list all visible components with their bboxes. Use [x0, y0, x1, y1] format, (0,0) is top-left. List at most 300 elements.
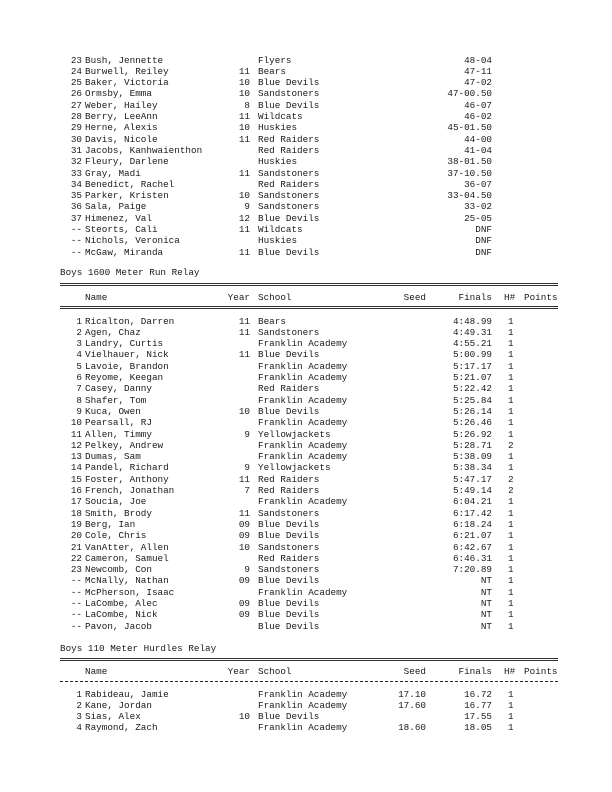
cell-place: 3 — [76, 711, 82, 723]
table-row — [0, 575, 612, 586]
cell-mark: DNF — [475, 246, 492, 258]
table-row — [0, 88, 612, 99]
cell-place: 1 — [76, 688, 82, 700]
cell-finals: 5:26.46 — [452, 417, 492, 429]
cell-finals: 17.55 — [464, 711, 492, 723]
cell-mark: DNF — [475, 235, 492, 247]
cell-heat: 1 — [508, 315, 514, 327]
header-name: Name — [85, 666, 108, 677]
table-row — [0, 77, 612, 88]
cell-finals: 5:38.34 — [452, 462, 492, 474]
cell-place: 14 — [70, 462, 82, 474]
cell-name: Baker, Victoria — [85, 77, 169, 89]
cell-name: Newcomb, Con — [85, 564, 152, 576]
table-row — [0, 406, 612, 417]
cell-name: Kuca, Owen — [85, 405, 141, 417]
cell-name: Lavoie, Brandon — [85, 360, 169, 372]
table-row — [0, 496, 612, 507]
cell-heat: 1 — [508, 711, 514, 723]
cell-name: Foster, Anthony — [85, 473, 169, 485]
cell-school: Bears — [258, 65, 286, 77]
cell-name: Weber, Hailey — [85, 99, 158, 111]
cell-finals: 6:21.07 — [452, 530, 492, 542]
cell-school: Red Raiders — [258, 144, 320, 156]
cell-name: Rabideau, Jamie — [85, 688, 169, 700]
cell-place: 29 — [70, 122, 82, 134]
cell-school: Blue Devils — [258, 598, 320, 609]
cell-year: 11 — [238, 349, 250, 361]
header-heat: H# — [504, 666, 516, 677]
cell-place: 23 — [70, 54, 82, 66]
header-name: Name — [85, 292, 108, 303]
cell-name: Sias, Alex — [85, 711, 141, 723]
cell-name: French, Jonathan — [85, 485, 175, 496]
cell-school: Huskies — [258, 156, 298, 168]
cell-school: Blue Devils — [258, 711, 320, 723]
table-row — [0, 722, 612, 733]
cell-seed: 18.60 — [398, 722, 426, 734]
cell-finals: 7:20.89 — [452, 564, 492, 576]
cell-mark: 44-00 — [464, 133, 492, 145]
cell-heat: 1 — [508, 383, 514, 395]
cell-mark: 25-05 — [464, 212, 492, 224]
cell-year: 11 — [238, 111, 250, 122]
cell-name: Vielhauer, Nick — [85, 349, 169, 361]
cell-name: Davis, Nicole — [85, 133, 158, 145]
cell-place: 18 — [70, 507, 82, 519]
table-row — [0, 361, 612, 372]
cell-place: 9 — [76, 405, 82, 417]
cell-mark: 47-00.50 — [447, 88, 492, 100]
cell-name: Fleury, Darlene — [85, 156, 169, 168]
cell-heat: 1 — [508, 507, 514, 519]
cell-finals: 16.72 — [464, 688, 492, 700]
cell-finals: 6:17.42 — [452, 507, 492, 519]
cell-heat: 2 — [508, 485, 514, 496]
cell-finals: 16.77 — [464, 699, 492, 711]
cell-year: 11 — [238, 133, 250, 145]
cell-school: Wildcats — [258, 111, 303, 122]
table-row — [0, 111, 612, 122]
double-rule — [60, 306, 558, 309]
header-heat: H# — [504, 292, 516, 303]
cell-finals: 6:46.31 — [452, 552, 492, 564]
cell-year: 10 — [238, 77, 250, 89]
cell-school: Franklin Academy — [258, 372, 348, 383]
cell-school: Franklin Academy — [258, 496, 348, 508]
table-row — [0, 134, 612, 145]
cell-heat: 1 — [508, 326, 514, 338]
cell-year: 7 — [244, 485, 250, 496]
cell-place: 26 — [70, 88, 82, 100]
cell-heat: 1 — [508, 609, 514, 621]
header-year: Year — [227, 666, 250, 677]
cell-name: Steorts, Cali — [85, 224, 158, 235]
table-row — [0, 542, 612, 553]
cell-name: Berg, Ian — [85, 518, 136, 530]
cell-place: 28 — [70, 111, 82, 122]
cell-school: Huskies — [258, 122, 298, 134]
cell-heat: 1 — [508, 530, 514, 542]
cell-year: 10 — [238, 122, 250, 134]
cell-heat: 1 — [508, 496, 514, 508]
cell-place: 12 — [70, 439, 82, 451]
cell-heat: 2 — [508, 473, 514, 485]
cell-year: 11 — [238, 224, 250, 235]
cell-name: Soucia, Joe — [85, 496, 147, 508]
cell-place: 8 — [76, 394, 82, 406]
cell-school: Blue Devils — [258, 99, 320, 111]
cell-heat: 1 — [508, 564, 514, 576]
cell-name: Casey, Danny — [85, 383, 152, 395]
table-row — [0, 451, 612, 462]
cell-place: 1 — [76, 315, 82, 327]
double-rule — [60, 658, 558, 661]
cell-place: 32 — [70, 156, 82, 168]
table-row — [0, 383, 612, 394]
cell-place: 5 — [76, 360, 82, 372]
cell-school: Flyers — [258, 54, 292, 66]
cell-name: Pearsall, RJ — [85, 417, 152, 429]
header-seed: Seed — [403, 292, 426, 303]
double-rule — [60, 283, 558, 286]
table-row — [0, 213, 612, 224]
cell-finals: 5:26.14 — [452, 405, 492, 417]
cell-year: 10 — [238, 190, 250, 202]
cell-finals: 5:28.71 — [452, 439, 492, 451]
cell-school: Franklin Academy — [258, 439, 348, 451]
cell-mark: 33-04.50 — [447, 190, 492, 202]
cell-mark: 46-02 — [464, 111, 492, 122]
cell-mark: 33-02 — [464, 201, 492, 213]
cell-school: Franklin Academy — [258, 688, 348, 700]
table-row — [0, 508, 612, 519]
cell-year: 09 — [238, 518, 250, 530]
header-school: School — [258, 292, 292, 303]
cell-name: Pandel, Richard — [85, 462, 169, 474]
cell-place: 30 — [70, 133, 82, 145]
cell-heat: 1 — [508, 451, 514, 463]
cell-name: Bush, Jennette — [85, 54, 164, 66]
cell-place: 36 — [70, 201, 82, 213]
cell-name: Smith, Brody — [85, 507, 152, 519]
cell-heat: 1 — [508, 699, 514, 711]
cell-heat: 1 — [508, 462, 514, 474]
cell-mark: 36-07 — [464, 178, 492, 190]
cell-name: Kane, Jordan — [85, 699, 152, 711]
cell-mark: 45-01.50 — [447, 122, 492, 134]
table-row — [0, 316, 612, 327]
cell-heat: 1 — [508, 688, 514, 700]
cell-heat: 1 — [508, 541, 514, 553]
cell-finals: 5:25.84 — [452, 394, 492, 406]
cell-school: Blue Devils — [258, 609, 320, 621]
cell-place: 6 — [76, 372, 82, 383]
table-row — [0, 168, 612, 179]
cell-school: Franklin Academy — [258, 699, 348, 711]
cell-name: Herne, Alexis — [85, 122, 158, 134]
table-row — [0, 338, 612, 349]
cell-place: 37 — [70, 212, 82, 224]
cell-year: 09 — [238, 598, 250, 609]
cell-name: VanAtter, Allen — [85, 541, 169, 553]
table-row — [0, 598, 612, 609]
cell-place: -- — [70, 235, 82, 247]
cell-place: 4 — [76, 722, 82, 734]
cell-name: Cole, Chris — [85, 530, 147, 542]
cell-heat: 1 — [508, 598, 514, 609]
header-school: School — [258, 666, 292, 677]
cell-place: 11 — [70, 428, 82, 440]
cell-year: 11 — [238, 473, 250, 485]
table-row — [0, 201, 612, 212]
cell-heat: 1 — [508, 349, 514, 361]
cell-name: McNally, Nathan — [85, 575, 169, 587]
cell-school: Franklin Academy — [258, 394, 348, 406]
cell-school: Blue Devils — [258, 77, 320, 89]
cell-place: -- — [70, 246, 82, 258]
cell-name: Raymond, Zach — [85, 722, 158, 734]
table-header-1600 — [0, 292, 612, 303]
cell-finals: NT — [480, 620, 492, 632]
table-row — [0, 156, 612, 167]
header-finals: Finals — [458, 292, 492, 303]
table-row — [0, 190, 612, 201]
cell-year: 8 — [244, 99, 250, 111]
cell-year: 11 — [238, 326, 250, 338]
cell-place: 27 — [70, 99, 82, 111]
cell-finals: 5:47.17 — [452, 473, 492, 485]
cell-heat: 1 — [508, 518, 514, 530]
table-row — [0, 689, 612, 700]
cell-school: Blue Devils — [258, 518, 320, 530]
cell-seed: 17.10 — [398, 688, 426, 700]
cell-year: 10 — [238, 88, 250, 100]
cell-finals: 5:17.17 — [452, 360, 492, 372]
cell-place: -- — [70, 224, 82, 235]
table-header-hurdles — [0, 666, 612, 677]
cell-finals: 5:22.42 — [452, 383, 492, 395]
cell-name: Allen, Timmy — [85, 428, 152, 440]
cell-place: 7 — [76, 383, 82, 395]
cell-heat: 1 — [508, 417, 514, 429]
cell-name: Benedict, Rachel — [85, 178, 175, 190]
cell-mark: 37-10.50 — [447, 167, 492, 179]
cell-school: Huskies — [258, 235, 298, 247]
cell-place: 10 — [70, 417, 82, 429]
cell-name: Landry, Curtis — [85, 338, 164, 350]
cell-school: Red Raiders — [258, 473, 320, 485]
table-row — [0, 55, 612, 66]
cell-mark: 38-01.50 — [447, 156, 492, 168]
table-row — [0, 122, 612, 133]
cell-year: 11 — [238, 167, 250, 179]
cell-year: 10 — [238, 711, 250, 723]
cell-seed: 17.60 — [398, 699, 426, 711]
header-finals: Finals — [458, 666, 492, 677]
table-row — [0, 587, 612, 598]
cell-school: Red Raiders — [258, 552, 320, 564]
cell-place: 2 — [76, 326, 82, 338]
cell-school: Franklin Academy — [258, 722, 348, 734]
table-row — [0, 474, 612, 485]
cell-school: Blue Devils — [258, 212, 320, 224]
table-row — [0, 224, 612, 235]
cell-school: Sandstoners — [258, 88, 320, 100]
cell-mark: 48-04 — [464, 54, 492, 66]
cell-school: Sandstoners — [258, 201, 320, 213]
cell-school: Yellowjackets — [258, 462, 331, 474]
cell-name: Berry, LeeAnn — [85, 111, 158, 122]
table-row — [0, 429, 612, 440]
cell-school: Sandstoners — [258, 326, 320, 338]
table-row — [0, 462, 612, 473]
cell-school: Red Raiders — [258, 485, 320, 496]
table-row — [0, 485, 612, 496]
cell-finals: 6:18.24 — [452, 518, 492, 530]
header-points: Points — [524, 666, 558, 677]
cell-year: 09 — [238, 530, 250, 542]
cell-year: 9 — [244, 201, 250, 213]
cell-name: Cameron, Samuel — [85, 552, 169, 564]
cell-heat: 1 — [508, 360, 514, 372]
cell-place: 4 — [76, 349, 82, 361]
cell-name: Agen, Chaz — [85, 326, 141, 338]
table-row — [0, 417, 612, 428]
cell-school: Sandstoners — [258, 190, 320, 202]
cell-mark: 47-02 — [464, 77, 492, 89]
table-row — [0, 519, 612, 530]
cell-year: 11 — [238, 315, 250, 327]
cell-place: -- — [70, 586, 82, 598]
cell-year: 10 — [238, 541, 250, 553]
cell-school: Blue Devils — [258, 349, 320, 361]
cell-school: Blue Devils — [258, 246, 320, 258]
cell-school: Franklin Academy — [258, 451, 348, 463]
cell-place: 34 — [70, 178, 82, 190]
cell-place: 15 — [70, 473, 82, 485]
cell-name: Ormsby, Emma — [85, 88, 152, 100]
table-row — [0, 621, 612, 632]
cell-name: Jacobs, Kanhwaienthon — [85, 144, 203, 156]
dashed-rule — [60, 681, 558, 682]
cell-school: Franklin Academy — [258, 586, 348, 598]
cell-heat: 1 — [508, 372, 514, 383]
cell-finals: NT — [480, 575, 492, 587]
cell-place: 23 — [70, 564, 82, 576]
cell-name: Ricalton, Darren — [85, 315, 175, 327]
header-points: Points — [524, 292, 558, 303]
cell-place: 24 — [70, 65, 82, 77]
cell-place: 17 — [70, 496, 82, 508]
cell-name: Dumas, Sam — [85, 451, 141, 463]
cell-name: Parker, Kristen — [85, 190, 169, 202]
cell-school: Blue Devils — [258, 530, 320, 542]
cell-name: Burwell, Reiley — [85, 65, 169, 77]
cell-school: Bears — [258, 315, 286, 327]
table-row — [0, 372, 612, 383]
cell-year: 12 — [238, 212, 250, 224]
cell-name: Himenez, Val — [85, 212, 152, 224]
cell-finals: 6:04.21 — [452, 496, 492, 508]
cell-school: Wildcats — [258, 224, 303, 235]
cell-finals: 5:00.99 — [452, 349, 492, 361]
cell-heat: 1 — [508, 338, 514, 350]
cell-place: 33 — [70, 167, 82, 179]
cell-name: Reyome, Keegan — [85, 372, 164, 383]
cell-school: Blue Devils — [258, 575, 320, 587]
table-row — [0, 395, 612, 406]
cell-school: Red Raiders — [258, 383, 320, 395]
cell-name: McGaw, Miranda — [85, 246, 164, 258]
header-year: Year — [227, 292, 250, 303]
cell-school: Yellowjackets — [258, 428, 331, 440]
table-row — [0, 711, 612, 722]
section-title-1600: Boys 1600 Meter Run Relay — [60, 267, 200, 278]
cell-place: 19 — [70, 518, 82, 530]
cell-heat: 2 — [508, 439, 514, 451]
table-row — [0, 349, 612, 360]
cell-heat: 1 — [508, 428, 514, 440]
table-row — [0, 609, 612, 620]
cell-year: 9 — [244, 428, 250, 440]
cell-school: Franklin Academy — [258, 360, 348, 372]
cell-mark: 46-07 — [464, 99, 492, 111]
cell-place: -- — [70, 598, 82, 609]
cell-name: Pelkey, Andrew — [85, 439, 164, 451]
cell-mark: DNF — [475, 224, 492, 235]
cell-school: Sandstoners — [258, 167, 320, 179]
cell-school: Red Raiders — [258, 133, 320, 145]
cell-mark: 41-04 — [464, 144, 492, 156]
cell-name: Gray, Madi — [85, 167, 141, 179]
cell-name: LaCombe, Nick — [85, 609, 158, 621]
cell-finals: NT — [480, 586, 492, 598]
cell-finals: 4:48.99 — [452, 315, 492, 327]
cell-year: 11 — [238, 65, 250, 77]
cell-finals: NT — [480, 598, 492, 609]
cell-finals: NT — [480, 609, 492, 621]
cell-school: Franklin Academy — [258, 417, 348, 429]
table-row — [0, 179, 612, 190]
cell-place: 21 — [70, 541, 82, 553]
cell-name: Pavon, Jacob — [85, 620, 152, 632]
cell-place: 13 — [70, 451, 82, 463]
cell-finals: 4:49.31 — [452, 326, 492, 338]
cell-heat: 1 — [508, 394, 514, 406]
cell-school: Blue Devils — [258, 620, 320, 632]
table-row — [0, 564, 612, 575]
cell-finals: 5:49.14 — [452, 485, 492, 496]
table-row — [0, 553, 612, 564]
cell-heat: 1 — [508, 722, 514, 734]
cell-place: -- — [70, 620, 82, 632]
cell-finals: 5:21.07 — [452, 372, 492, 383]
header-seed: Seed — [403, 666, 426, 677]
cell-year: 11 — [238, 246, 250, 258]
cell-heat: 1 — [508, 552, 514, 564]
table-row — [0, 235, 612, 246]
cell-name: McPherson, Isaac — [85, 586, 175, 598]
cell-year: 10 — [238, 405, 250, 417]
table-row — [0, 530, 612, 541]
cell-place: -- — [70, 575, 82, 587]
cell-place: 3 — [76, 338, 82, 350]
table-row — [0, 145, 612, 156]
table-row — [0, 100, 612, 111]
table-row — [0, 66, 612, 77]
cell-place: 2 — [76, 699, 82, 711]
